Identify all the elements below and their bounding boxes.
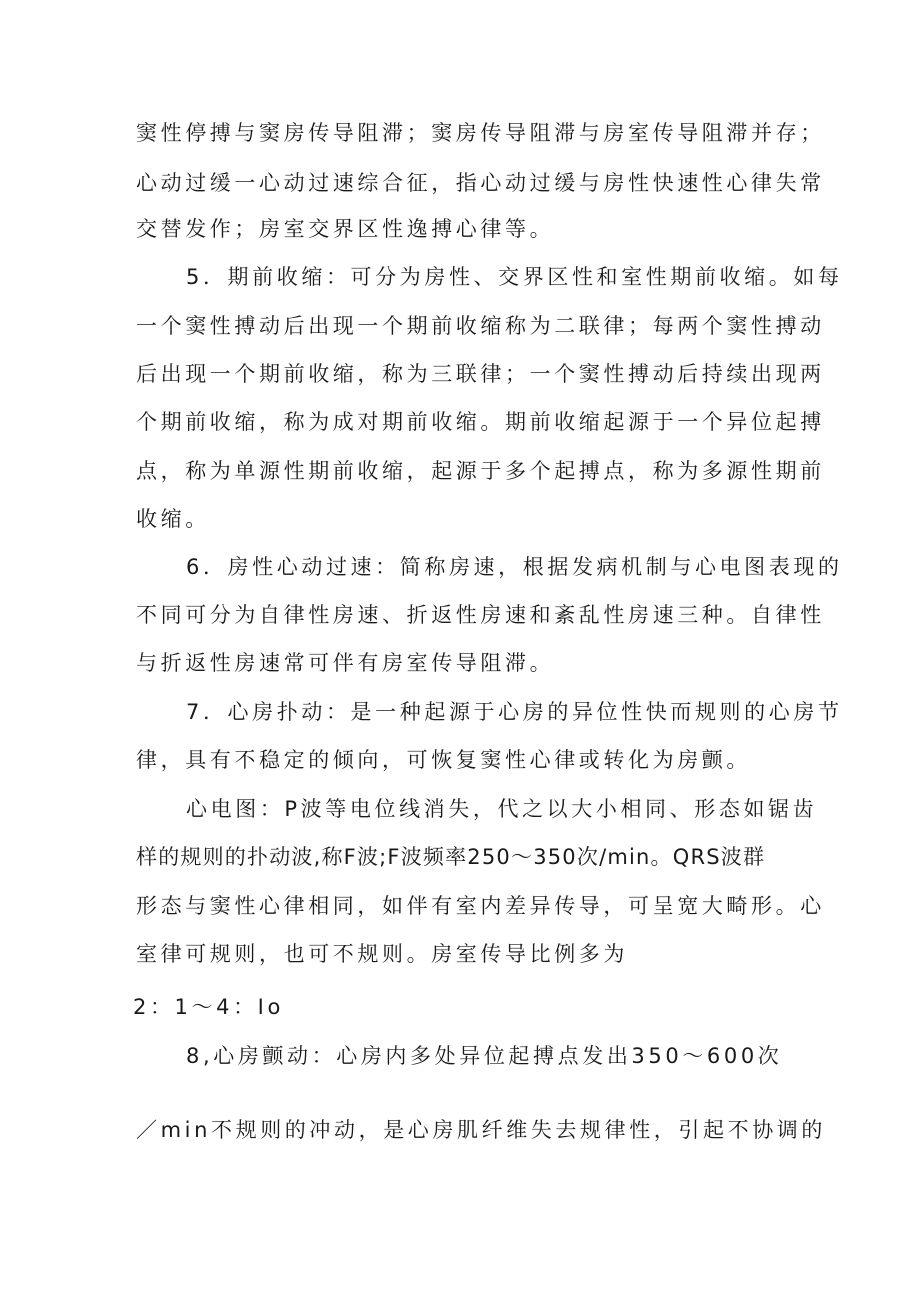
text-line: 点，称为单源性期前收缩，起源于多个起搏点，称为多源性期前 xyxy=(136,459,825,483)
text-line: 窦性停搏与窦房传导阻滞；窦房传导阻滞与房室传导阻滞并存； xyxy=(136,121,825,145)
text-line: 收缩。 xyxy=(136,507,210,531)
text-line: 一个窦性搏动后出现一个期前收缩称为二联律；每两个窦性搏动 xyxy=(136,314,825,338)
section-6-heading-line: 6．房性心动过速：简称房速，根据发病机制与心电图表现的 xyxy=(186,555,843,579)
text-line: 样的规则的扑动波,称F波;F波频率250～350次/min。QRS波群 xyxy=(136,845,766,869)
text-line: 交替发作；房室交界区性逸搏心律等。 xyxy=(136,217,555,241)
text-line: 室律可规则，也可不规则。房室传导比例多为 xyxy=(136,942,628,966)
text-line: 与折返性房速常可伴有房室传导阻滞。 xyxy=(136,651,555,675)
text-line: 不同可分为自律性房速、折返性房速和紊乱性房速三种。自律性 xyxy=(136,603,825,627)
text-line: 个期前收缩，称为成对期前收缩。期前收缩起源于一个异位起搏 xyxy=(136,410,825,434)
ratio-line: 2：1～4：Io xyxy=(133,995,284,1019)
text-line: 后出现一个期前收缩，称为三联律；一个窦性搏动后持续出现两 xyxy=(136,362,825,386)
section-8-heading-line: 8,心房颤动：心房内多处异位起搏点发出350～600次 xyxy=(186,1044,783,1068)
text-line: 形态与窦性心律相同，如伴有室内差异传导，可呈宽大畸形。心 xyxy=(136,894,825,918)
section-7-heading-line: 7．心房扑动：是一种起源于心房的异位性快而规则的心房节 xyxy=(186,700,843,724)
section-5-heading-line: 5．期前收缩：可分为房性、交界区性和室性期前收缩。如每 xyxy=(186,265,843,289)
text-line: ／min不规则的冲动，是心房肌纤维失去规律性，引起不协调的 xyxy=(136,1118,826,1142)
ecg-paragraph-line: 心电图：P波等电位线消失，代之以大小相同、形态如锯齿 xyxy=(186,797,818,821)
text-line: 心动过缓一心动过速综合征，指心动过缓与房性快速性心律失常 xyxy=(136,171,825,195)
text-line: 律，具有不稳定的倾向，可恢复窦性心律或转化为房颤。 xyxy=(136,748,751,772)
